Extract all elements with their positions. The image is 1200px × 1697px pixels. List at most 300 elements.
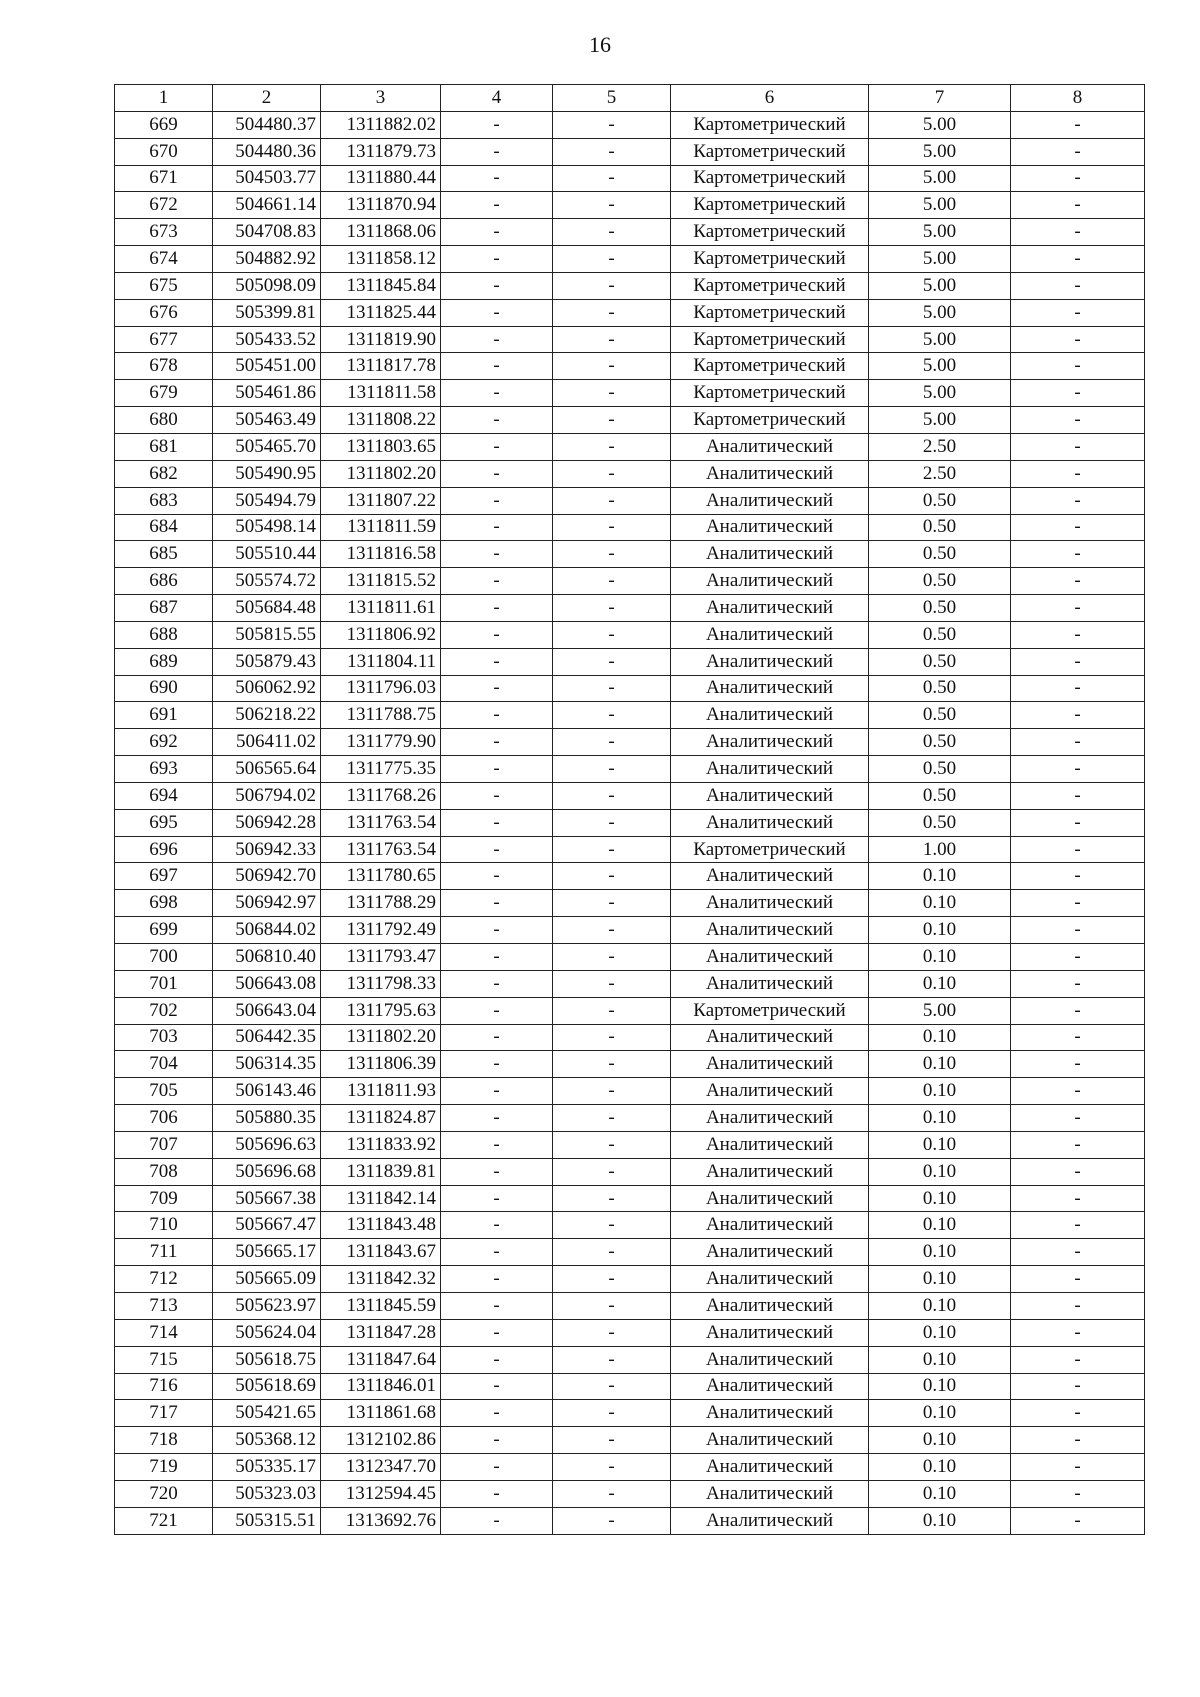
- accuracy-cell: 0.10: [869, 1105, 1011, 1132]
- y-coordinate-cell: 1311845.59: [321, 1292, 441, 1319]
- point-number-cell: 671: [115, 165, 213, 192]
- table-row: [115, 1051, 1145, 1078]
- col5-cell: -: [553, 1158, 671, 1185]
- col5-cell: -: [553, 1131, 671, 1158]
- y-coordinate-cell: 1311779.90: [321, 729, 441, 756]
- col5-cell: -: [553, 138, 671, 165]
- method-cell: Картометрический: [671, 246, 869, 273]
- x-coordinate-cell: 505665.17: [213, 1239, 321, 1266]
- y-coordinate-cell: 1311802.20: [321, 460, 441, 487]
- x-coordinate-cell: 504882.92: [213, 246, 321, 273]
- col5-cell: -: [553, 514, 671, 541]
- column-header: 2: [213, 85, 321, 112]
- table-row: [115, 433, 1145, 460]
- col4-cell: -: [441, 1319, 553, 1346]
- col5-cell: -: [553, 353, 671, 380]
- col5-cell: -: [553, 1239, 671, 1266]
- col5-cell: -: [553, 970, 671, 997]
- table-row: [115, 1158, 1145, 1185]
- method-cell: Аналитический: [671, 782, 869, 809]
- col4-cell: -: [441, 1400, 553, 1427]
- col8-cell: -: [1011, 1239, 1145, 1266]
- col4-cell: -: [441, 433, 553, 460]
- y-coordinate-cell: 1311858.12: [321, 246, 441, 273]
- point-number-cell: 699: [115, 917, 213, 944]
- table-row: [115, 1480, 1145, 1507]
- point-number-cell: 719: [115, 1454, 213, 1481]
- method-cell: Аналитический: [671, 595, 869, 622]
- x-coordinate-cell: 504480.36: [213, 138, 321, 165]
- col4-cell: -: [441, 1480, 553, 1507]
- y-coordinate-cell: 1311861.68: [321, 1400, 441, 1427]
- col5-cell: -: [553, 1078, 671, 1105]
- col5-cell: -: [553, 1185, 671, 1212]
- accuracy-cell: 5.00: [869, 138, 1011, 165]
- accuracy-cell: 0.10: [869, 1373, 1011, 1400]
- col5-cell: -: [553, 326, 671, 353]
- x-coordinate-cell: 506143.46: [213, 1078, 321, 1105]
- col8-cell: -: [1011, 702, 1145, 729]
- method-cell: Картометрический: [671, 165, 869, 192]
- x-coordinate-cell: 506218.22: [213, 702, 321, 729]
- method-cell: Аналитический: [671, 433, 869, 460]
- y-coordinate-cell: 1311819.90: [321, 326, 441, 353]
- accuracy-cell: 0.50: [869, 675, 1011, 702]
- col8-cell: -: [1011, 165, 1145, 192]
- point-number-cell: 713: [115, 1292, 213, 1319]
- col8-cell: -: [1011, 997, 1145, 1024]
- col5-cell: -: [553, 1024, 671, 1051]
- y-coordinate-cell: 1312594.45: [321, 1480, 441, 1507]
- y-coordinate-cell: 1311804.11: [321, 648, 441, 675]
- col8-cell: -: [1011, 648, 1145, 675]
- x-coordinate-cell: 506442.35: [213, 1024, 321, 1051]
- table-row: [115, 702, 1145, 729]
- point-number-cell: 669: [115, 111, 213, 138]
- col4-cell: -: [441, 299, 553, 326]
- table-row: [115, 1266, 1145, 1293]
- point-number-cell: 711: [115, 1239, 213, 1266]
- method-cell: Аналитический: [671, 1507, 869, 1534]
- table-row: [115, 272, 1145, 299]
- col5-cell: -: [553, 944, 671, 971]
- table-row: [115, 541, 1145, 568]
- col8-cell: -: [1011, 1078, 1145, 1105]
- col4-cell: -: [441, 1158, 553, 1185]
- point-number-cell: 684: [115, 514, 213, 541]
- col5-cell: -: [553, 1454, 671, 1481]
- method-cell: Картометрический: [671, 219, 869, 246]
- x-coordinate-cell: 505665.09: [213, 1266, 321, 1293]
- col8-cell: -: [1011, 111, 1145, 138]
- col4-cell: -: [441, 809, 553, 836]
- col4-cell: -: [441, 1131, 553, 1158]
- table-row: [115, 326, 1145, 353]
- point-number-cell: 672: [115, 192, 213, 219]
- y-coordinate-cell: 1311846.01: [321, 1373, 441, 1400]
- y-coordinate-cell: 1311763.54: [321, 836, 441, 863]
- table-row: [115, 944, 1145, 971]
- accuracy-cell: 0.50: [869, 648, 1011, 675]
- y-coordinate-cell: 1311775.35: [321, 756, 441, 783]
- method-cell: Картометрический: [671, 407, 869, 434]
- point-number-cell: 710: [115, 1212, 213, 1239]
- col8-cell: -: [1011, 675, 1145, 702]
- accuracy-cell: 0.10: [869, 1400, 1011, 1427]
- accuracy-cell: 0.50: [869, 514, 1011, 541]
- col8-cell: -: [1011, 1131, 1145, 1158]
- method-cell: Аналитический: [671, 1266, 869, 1293]
- accuracy-cell: 0.10: [869, 1346, 1011, 1373]
- point-number-cell: 696: [115, 836, 213, 863]
- col8-cell: -: [1011, 1427, 1145, 1454]
- method-cell: Аналитический: [671, 541, 869, 568]
- y-coordinate-cell: 1311811.58: [321, 380, 441, 407]
- x-coordinate-cell: 506942.33: [213, 836, 321, 863]
- x-coordinate-cell: 506942.70: [213, 863, 321, 890]
- col5-cell: -: [553, 1507, 671, 1534]
- col8-cell: -: [1011, 1292, 1145, 1319]
- col8-cell: -: [1011, 1024, 1145, 1051]
- table-row: [115, 1507, 1145, 1534]
- col8-cell: -: [1011, 326, 1145, 353]
- y-coordinate-cell: 1311807.22: [321, 487, 441, 514]
- col8-cell: -: [1011, 246, 1145, 273]
- col5-cell: -: [553, 1373, 671, 1400]
- point-number-cell: 715: [115, 1346, 213, 1373]
- point-number-cell: 714: [115, 1319, 213, 1346]
- y-coordinate-cell: 1311842.32: [321, 1266, 441, 1293]
- col5-cell: -: [553, 1346, 671, 1373]
- method-cell: Аналитический: [671, 1346, 869, 1373]
- col8-cell: -: [1011, 970, 1145, 997]
- table-row: [115, 487, 1145, 514]
- method-cell: Аналитический: [671, 1400, 869, 1427]
- x-coordinate-cell: 506565.64: [213, 756, 321, 783]
- point-number-cell: 707: [115, 1131, 213, 1158]
- table-row: [115, 1185, 1145, 1212]
- accuracy-cell: 0.50: [869, 782, 1011, 809]
- accuracy-cell: 0.50: [869, 621, 1011, 648]
- accuracy-cell: 0.50: [869, 756, 1011, 783]
- col8-cell: -: [1011, 836, 1145, 863]
- y-coordinate-cell: 1311816.58: [321, 541, 441, 568]
- x-coordinate-cell: 505421.65: [213, 1400, 321, 1427]
- col5-cell: -: [553, 1051, 671, 1078]
- accuracy-cell: 0.10: [869, 863, 1011, 890]
- accuracy-cell: 0.10: [869, 1078, 1011, 1105]
- point-number-cell: 717: [115, 1400, 213, 1427]
- y-coordinate-cell: 1311847.28: [321, 1319, 441, 1346]
- table-row: [115, 675, 1145, 702]
- col5-cell: -: [553, 1105, 671, 1132]
- x-coordinate-cell: 505498.14: [213, 514, 321, 541]
- col8-cell: -: [1011, 460, 1145, 487]
- y-coordinate-cell: 1312102.86: [321, 1427, 441, 1454]
- table-row: [115, 1212, 1145, 1239]
- x-coordinate-cell: 505623.97: [213, 1292, 321, 1319]
- x-coordinate-cell: 506314.35: [213, 1051, 321, 1078]
- y-coordinate-cell: 1311811.59: [321, 514, 441, 541]
- x-coordinate-cell: 505618.69: [213, 1373, 321, 1400]
- col5-cell: -: [553, 729, 671, 756]
- accuracy-cell: 5.00: [869, 407, 1011, 434]
- method-cell: Картометрический: [671, 272, 869, 299]
- x-coordinate-cell: 505667.47: [213, 1212, 321, 1239]
- col4-cell: -: [441, 917, 553, 944]
- accuracy-cell: 2.50: [869, 433, 1011, 460]
- method-cell: Картометрический: [671, 353, 869, 380]
- col4-cell: -: [441, 514, 553, 541]
- col5-cell: -: [553, 648, 671, 675]
- col5-cell: -: [553, 111, 671, 138]
- col4-cell: -: [441, 246, 553, 273]
- accuracy-cell: 0.10: [869, 1024, 1011, 1051]
- x-coordinate-cell: 506942.97: [213, 890, 321, 917]
- table-row: [115, 111, 1145, 138]
- col4-cell: -: [441, 1292, 553, 1319]
- accuracy-cell: 0.10: [869, 1292, 1011, 1319]
- y-coordinate-cell: 1311792.49: [321, 917, 441, 944]
- table-row: [115, 299, 1145, 326]
- col4-cell: -: [441, 621, 553, 648]
- column-header: 3: [321, 85, 441, 112]
- point-number-cell: 703: [115, 1024, 213, 1051]
- col4-cell: -: [441, 1212, 553, 1239]
- x-coordinate-cell: 505696.63: [213, 1131, 321, 1158]
- column-header: 4: [441, 85, 553, 112]
- table-row: [115, 1292, 1145, 1319]
- y-coordinate-cell: 1311802.20: [321, 1024, 441, 1051]
- col4-cell: -: [441, 111, 553, 138]
- x-coordinate-cell: 505451.00: [213, 353, 321, 380]
- col4-cell: -: [441, 648, 553, 675]
- method-cell: Аналитический: [671, 675, 869, 702]
- col5-cell: -: [553, 595, 671, 622]
- method-cell: Аналитический: [671, 944, 869, 971]
- point-number-cell: 675: [115, 272, 213, 299]
- column-header: 8: [1011, 85, 1145, 112]
- table-row: [115, 192, 1145, 219]
- point-number-cell: 701: [115, 970, 213, 997]
- method-cell: Аналитический: [671, 1480, 869, 1507]
- col8-cell: -: [1011, 621, 1145, 648]
- table-row: [115, 648, 1145, 675]
- col4-cell: -: [441, 944, 553, 971]
- y-coordinate-cell: 1311880.44: [321, 165, 441, 192]
- col5-cell: -: [553, 299, 671, 326]
- table-row: [115, 407, 1145, 434]
- col5-cell: -: [553, 165, 671, 192]
- method-cell: Картометрический: [671, 380, 869, 407]
- table-row: [115, 1373, 1145, 1400]
- col8-cell: -: [1011, 1266, 1145, 1293]
- method-cell: Аналитический: [671, 1292, 869, 1319]
- accuracy-cell: 5.00: [869, 192, 1011, 219]
- y-coordinate-cell: 1311763.54: [321, 809, 441, 836]
- y-coordinate-cell: 1311843.48: [321, 1212, 441, 1239]
- col4-cell: -: [441, 1105, 553, 1132]
- accuracy-cell: 5.00: [869, 111, 1011, 138]
- x-coordinate-cell: 505880.35: [213, 1105, 321, 1132]
- col4-cell: -: [441, 1239, 553, 1266]
- table-row: [115, 1319, 1145, 1346]
- method-cell: Картометрический: [671, 111, 869, 138]
- method-cell: Аналитический: [671, 863, 869, 890]
- method-cell: Аналитический: [671, 568, 869, 595]
- page-number: 16: [589, 32, 611, 57]
- method-cell: Аналитический: [671, 1131, 869, 1158]
- point-number-cell: 690: [115, 675, 213, 702]
- method-cell: Картометрический: [671, 299, 869, 326]
- table-row: [115, 1239, 1145, 1266]
- y-coordinate-cell: 1311825.44: [321, 299, 441, 326]
- col4-cell: -: [441, 407, 553, 434]
- point-number-cell: 678: [115, 353, 213, 380]
- x-coordinate-cell: 506643.04: [213, 997, 321, 1024]
- col8-cell: -: [1011, 219, 1145, 246]
- table-row: [115, 460, 1145, 487]
- x-coordinate-cell: 506643.08: [213, 970, 321, 997]
- method-cell: Аналитический: [671, 1105, 869, 1132]
- col8-cell: -: [1011, 487, 1145, 514]
- x-coordinate-cell: 505510.44: [213, 541, 321, 568]
- table-row: [115, 568, 1145, 595]
- col4-cell: -: [441, 192, 553, 219]
- accuracy-cell: 0.50: [869, 595, 1011, 622]
- col4-cell: -: [441, 568, 553, 595]
- col8-cell: -: [1011, 1319, 1145, 1346]
- method-cell: Картометрический: [671, 138, 869, 165]
- x-coordinate-cell: 505368.12: [213, 1427, 321, 1454]
- col4-cell: -: [441, 460, 553, 487]
- table-row: [115, 782, 1145, 809]
- point-number-cell: 716: [115, 1373, 213, 1400]
- y-coordinate-cell: 1311815.52: [321, 568, 441, 595]
- point-number-cell: 721: [115, 1507, 213, 1534]
- table-row: [115, 1131, 1145, 1158]
- table-row: [115, 380, 1145, 407]
- point-number-cell: 681: [115, 433, 213, 460]
- col5-cell: -: [553, 782, 671, 809]
- accuracy-cell: 0.50: [869, 729, 1011, 756]
- point-number-cell: 689: [115, 648, 213, 675]
- col5-cell: -: [553, 192, 671, 219]
- table-row: [115, 1427, 1145, 1454]
- col4-cell: -: [441, 675, 553, 702]
- accuracy-cell: 5.00: [869, 380, 1011, 407]
- point-number-cell: 679: [115, 380, 213, 407]
- col5-cell: -: [553, 890, 671, 917]
- col8-cell: -: [1011, 1346, 1145, 1373]
- col8-cell: -: [1011, 917, 1145, 944]
- point-number-cell: 688: [115, 621, 213, 648]
- x-coordinate-cell: 505667.38: [213, 1185, 321, 1212]
- col4-cell: -: [441, 756, 553, 783]
- accuracy-cell: 0.10: [869, 1454, 1011, 1481]
- col4-cell: -: [441, 702, 553, 729]
- col4-cell: -: [441, 326, 553, 353]
- col8-cell: -: [1011, 1373, 1145, 1400]
- y-coordinate-cell: 1311796.03: [321, 675, 441, 702]
- method-cell: Аналитический: [671, 1078, 869, 1105]
- col5-cell: -: [553, 380, 671, 407]
- col5-cell: -: [553, 1292, 671, 1319]
- x-coordinate-cell: 505618.75: [213, 1346, 321, 1373]
- accuracy-cell: 5.00: [869, 326, 1011, 353]
- col5-cell: -: [553, 1480, 671, 1507]
- col5-cell: -: [553, 621, 671, 648]
- method-cell: Аналитический: [671, 1454, 869, 1481]
- accuracy-cell: 5.00: [869, 219, 1011, 246]
- table-row: [115, 1346, 1145, 1373]
- accuracy-cell: 0.50: [869, 541, 1011, 568]
- x-coordinate-cell: 505323.03: [213, 1480, 321, 1507]
- col8-cell: -: [1011, 782, 1145, 809]
- x-coordinate-cell: 505490.95: [213, 460, 321, 487]
- col8-cell: -: [1011, 890, 1145, 917]
- table-row: [115, 1105, 1145, 1132]
- col4-cell: -: [441, 1024, 553, 1051]
- method-cell: Аналитический: [671, 756, 869, 783]
- col8-cell: -: [1011, 756, 1145, 783]
- col4-cell: -: [441, 541, 553, 568]
- col5-cell: -: [553, 836, 671, 863]
- table-row: [115, 970, 1145, 997]
- col4-cell: -: [441, 353, 553, 380]
- x-coordinate-cell: 505399.81: [213, 299, 321, 326]
- method-cell: Аналитический: [671, 1239, 869, 1266]
- col5-cell: -: [553, 1427, 671, 1454]
- col4-cell: -: [441, 1078, 553, 1105]
- method-cell: Аналитический: [671, 621, 869, 648]
- point-number-cell: 677: [115, 326, 213, 353]
- method-cell: Аналитический: [671, 1158, 869, 1185]
- col4-cell: -: [441, 1373, 553, 1400]
- y-coordinate-cell: 1311839.81: [321, 1158, 441, 1185]
- accuracy-cell: 5.00: [869, 997, 1011, 1024]
- y-coordinate-cell: 1311768.26: [321, 782, 441, 809]
- y-coordinate-cell: 1311868.06: [321, 219, 441, 246]
- col8-cell: -: [1011, 1454, 1145, 1481]
- col4-cell: -: [441, 272, 553, 299]
- x-coordinate-cell: 506794.02: [213, 782, 321, 809]
- col4-cell: -: [441, 219, 553, 246]
- x-coordinate-cell: 504708.83: [213, 219, 321, 246]
- point-number-cell: 670: [115, 138, 213, 165]
- accuracy-cell: 0.10: [869, 890, 1011, 917]
- x-coordinate-cell: 506844.02: [213, 917, 321, 944]
- x-coordinate-cell: 505574.72: [213, 568, 321, 595]
- x-coordinate-cell: 505098.09: [213, 272, 321, 299]
- col5-cell: -: [553, 487, 671, 514]
- y-coordinate-cell: 1311843.67: [321, 1239, 441, 1266]
- y-coordinate-cell: 1311811.93: [321, 1078, 441, 1105]
- method-cell: Картометрический: [671, 836, 869, 863]
- accuracy-cell: 2.50: [869, 460, 1011, 487]
- accuracy-cell: 0.50: [869, 568, 1011, 595]
- method-cell: Аналитический: [671, 1024, 869, 1051]
- x-coordinate-cell: 505879.43: [213, 648, 321, 675]
- table-row: [115, 595, 1145, 622]
- y-coordinate-cell: 1313692.76: [321, 1507, 441, 1534]
- y-coordinate-cell: 1312347.70: [321, 1454, 441, 1481]
- col8-cell: -: [1011, 1507, 1145, 1534]
- accuracy-cell: 5.00: [869, 165, 1011, 192]
- point-number-cell: 698: [115, 890, 213, 917]
- col5-cell: -: [553, 809, 671, 836]
- method-cell: Аналитический: [671, 1427, 869, 1454]
